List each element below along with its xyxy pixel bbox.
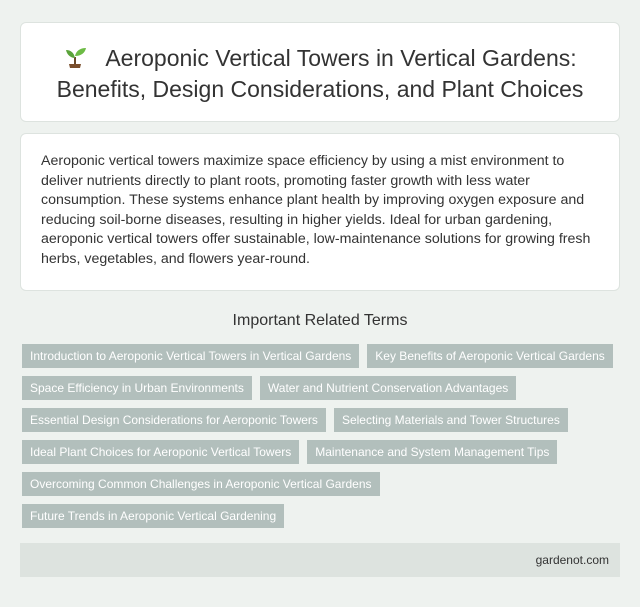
related-term-tag[interactable]: Selecting Materials and Tower Structures (334, 408, 568, 432)
footer-site-link[interactable]: gardenot.com (535, 553, 609, 567)
related-term-tag[interactable]: Key Benefits of Aeroponic Vertical Gardens (367, 344, 612, 368)
related-term-tag[interactable]: Maintenance and System Management Tips (307, 440, 557, 464)
related-term-tag[interactable]: Space Efficiency in Urban Environments (22, 376, 252, 400)
related-term-tag[interactable]: Water and Nutrient Conservation Advantages (260, 376, 516, 400)
related-terms-list (22, 344, 622, 528)
seedling-icon (63, 45, 89, 69)
related-term-tag[interactable]: Introduction to Aeroponic Vertical Towers in Vertical Gardens (22, 344, 359, 368)
related-term-tag[interactable]: Ideal Plant Choices for Aeroponic Vertical Towers (22, 440, 299, 464)
title-card (20, 22, 620, 122)
description-text: Aeroponic vertical towers maximize space efficiency by using a mist environment to deliver nutrients directly to plant roots, promoting faster growth with less water consumption. These systems enhance plant health by improving oxygen exposure and reducing soil-borne diseases, resulting in higher yields. Ideal for urban gardening, aeroponic vertical towers offer sustainable, low-maintenance solutions for growing fresh herbs, vegetables, and flowers year-round. (41, 153, 591, 267)
related-term-tag[interactable]: Essential Design Considerations for Aeroponic Towers (22, 408, 326, 432)
description-card (20, 133, 620, 291)
page-title-text: Aeroponic Vertical Towers in Vertical Gardens: Benefits, Design Considerations, and Plant Choices (56, 45, 584, 102)
page-title (39, 43, 601, 105)
related-terms-heading: Important Related Terms (232, 312, 408, 329)
related-term-tag[interactable]: Overcoming Common Challenges in Aeroponic Vertical Gardens (22, 472, 380, 496)
related-term-tag[interactable]: Future Trends in Aeroponic Vertical Gardening (22, 504, 284, 528)
footer (20, 543, 620, 577)
